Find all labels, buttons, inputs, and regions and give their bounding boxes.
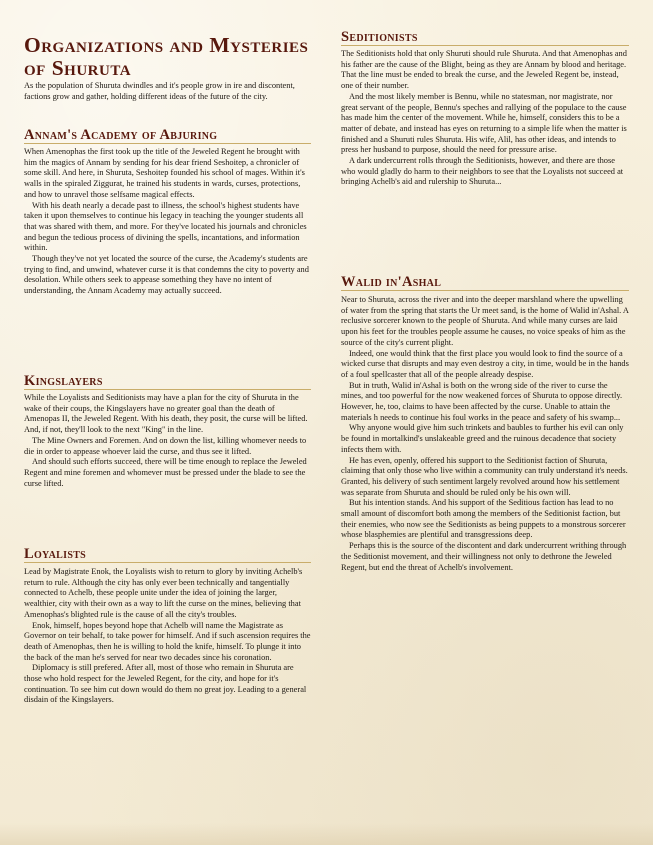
paragraph: He has even, openly, offered his support to the Seditionist faction of Shuruta, claiming that only those who live within a community can truly understand it's needs. Granted, his delivery of such sentiment largely revolved around how his settlement was separate from Shuruta and should be ruled only be his own will.	[341, 455, 628, 497]
section-body-kingslayers	[24, 393, 311, 489]
paragraph: And should such efforts succeed, there will be time enough to replace the Jeweled Regent and mine foremen and whomever must be pressed under the blade to see the curse lifted.	[24, 457, 307, 488]
page-bottom-edge	[0, 823, 653, 845]
paragraph: Diplomacy is still prefered. After all, most of those who remain in Shuruta are those who hold respect for the Jeweled Regent, for the city, and hope for it's continuation. To see him cut down would do them no great joy. Leading to a general disdain of the Kingslayers.	[24, 663, 307, 705]
section-rule	[24, 562, 311, 563]
paragraph: While the Loyalists and Seditionists may have a plan for the city of Shuruta in the wake of their coups, the Kingslayers have no greater goal than the death of Amenopas II, the Jeweled Regent. With his death, they posit, the curse will be lifted. And, if not, they'll look to the next "King" in the line.	[24, 393, 308, 435]
section-rule	[341, 290, 629, 291]
paragraph: With his death nearly a decade past to illness, the school's highest students have taken it upon themselves to continue his legacy in teaching the younger students all that was shared with them, and more. For they've located his journals and chronicles and begun the tedious process of divining the spells, incantations, and information within.	[24, 200, 307, 253]
paragraph: When Amenophas the first took up the title of the Jeweled Regent he brought with him the magics of Annam by sending for his dear friend Seshoitep, a chronicler of some skill. And here, in Shuruta, Seshoitep founded his school of mages. Within it's walls in the spiraled Ziggurat, he trained his students in wards, curses, protections, and how to unravel those selfsame magical effects.	[24, 147, 305, 199]
section-heading-walid: Walid in'Ashal	[341, 274, 442, 290]
paragraph: The Mine Owners and Foremen. And on down the list, killing whomever needs to die in order to appease whoever laid the curse, and thus see it lifted.	[24, 435, 307, 456]
page-title: Organizations and Mysteries of Shuruta	[24, 33, 309, 80]
section-heading-academy: Annam's Academy of Abjuring	[24, 127, 218, 143]
section-heading-loyalists: Loyalists	[24, 546, 87, 562]
section-rule	[24, 143, 311, 144]
paragraph: Indeed, one would think that the first place you would look to find the source of a wicked curse that disrupts and may even destroy a city, in time, would be in the hands of a foul spellcaster that all of the people already despise.	[341, 348, 629, 379]
intro-text	[24, 81, 311, 102]
paragraph: A dark undercurrent rolls through the Seditionists, however, and there are those who would gladly do harm to their neighbors to see that the Loyalists not succeed at bringing Achelb's aid and rulership to Shuruta...	[341, 156, 624, 187]
paragraph: But in truth, Walid in'Ashal is both on the wrong side of the river to curse the mines, and too powerful for the now weakened forces of Shuruta to oppose directly. However, he, too, claims to have been affected by the curse. Unable to attain the materials h needs to continue his foul works in the peace and safety of his swamp...	[341, 380, 623, 422]
section-body-walid	[341, 295, 629, 573]
section-heading-seditionists: Seditionists	[341, 29, 418, 45]
section-heading-kingslayers: Kingslayers	[24, 373, 103, 389]
paragraph: Perhaps this is the source of the discontent and dark undercurrent writhing through the Seditionist movement, and their willingness not only to dethrone the Jeweled Regent, but end the threat of Achelb's involvement.	[341, 541, 627, 572]
section-body-seditionists	[341, 49, 629, 188]
intro-paragraph: As the population of Shuruta dwindles and it's people grow in ire and discontent, factions grow and gather, holding different ideas of the future of the city.	[24, 81, 295, 101]
paragraph: Near to Shuruta, across the river and into the deeper marshland where the upwelling of water from the spring that starts the Ur meet sand, is the home of Walid in'Ashal. A reclusive sorcerer known to the people of Shuruta. And while many curses are laid upon his feet for the troubles people assume he causes, no voice speaks of him as the source of the city's current plight.	[341, 295, 629, 347]
paragraph: But his intention stands. And his support of the Seditious faction has lead to no small amount of discomfort both among the members of the Seditionist faction, but their enemies, who now see the Seditionists as being puppets to a monstrous sorcerer whose blasphemies are plentiful and transgressions deep.	[341, 498, 626, 540]
paragraph: Lead by Magistrate Enok, the Loyalists wish to return to glory by inviting Achelb's return to rule. Although the city has only ever been technically and tangentially connected to Achelb, these people unite under the idea of joining the larger, wealthier, city with their own as a way to lift the curse on the mines, believing that Amenophas's blighted rule is the cause of all the city's troubles.	[24, 567, 303, 619]
paragraph: Enok, himself, hopes beyond hope that Achelb will name the Magistrate as Governor on teir behalf, to take power for himself. And if such ascension requires the death of Amenophas, then he is willing to hold the knife, himself. To plunge it into the back of the man he's served for near two decades since his coronation.	[24, 620, 311, 662]
paragraph: The Seditionists hold that only Shuruti should rule Shuruta. And that Amenophas and his father are the cause of the Blight, being as they are Annam by blood and heritage. That the line must be ended to break the curse, and the Jeweled Regent be, instead, one of their number.	[341, 49, 627, 91]
section-rule	[24, 389, 311, 390]
paragraph: Why anyone would give him such trinkets and baubles to further his evil can only be found in mortalkind's unslakeable greed and the ruinous decadence that society infects them with.	[341, 423, 624, 454]
section-body-loyalists	[24, 567, 311, 706]
section-body-academy	[24, 147, 311, 297]
paragraph: Though they've not yet located the source of the curse, the Academy's students are trying to find, and unwind, whatever curse it is that condemns the city to poverty and desolation. While others seek to appease something they have no intent of understanding, the Annam Academy may actually succeed.	[24, 254, 309, 296]
section-rule	[341, 45, 629, 46]
paragraph: And the most likely member is Bennu, while no statesman, nor magistrate, nor great servant of the people, Bennu's speches and rallying of the populace to the cause has made him the center of the movement. While he, himself, considers this to be a matter of debate, and instead has eyes on returning to a simple life when the matter is finished and a Shuruti rules Shuruta. His wife, Alil, has other ideas, and intends to press her husband to purpose, should the need for pressure arise.	[341, 91, 627, 155]
